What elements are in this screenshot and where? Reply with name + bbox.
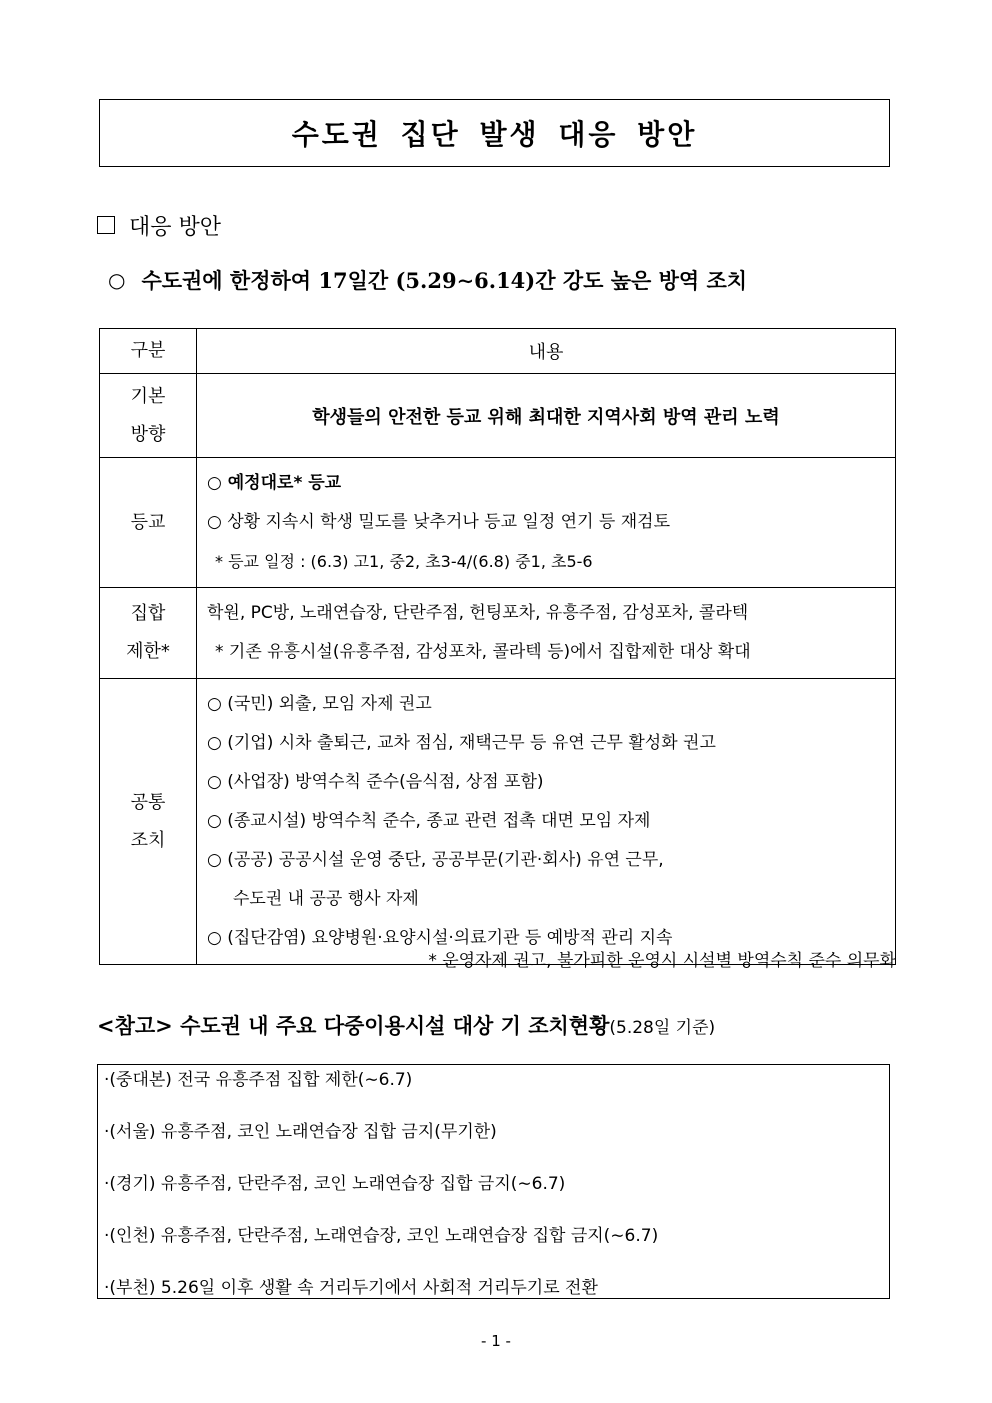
common-line-4: ○ (종교시설) 방역수칙 준수, 종교 관련 접촉 대면 모임 자제 bbox=[207, 811, 651, 831]
common-line-6: 수도권 내 공공 행사 자제 bbox=[233, 889, 419, 909]
common-line-7: ○ (집단감염) 요양병원·요양시설·의료기관 등 예방적 관리 지속 bbox=[207, 928, 673, 948]
reference-title-text: <참고> 수도권 내 주요 다중이용시설 대상 기 조치현황 bbox=[97, 1013, 610, 1038]
reference-title bbox=[97, 1008, 715, 1044]
table-footnote: * 운영자제 권고, 불가피한 운영시 시설별 방역수칙 준수 의무화 bbox=[428, 951, 896, 971]
common-line-1: ○ (국민) 외출, 모임 자제 권고 bbox=[207, 694, 432, 714]
summary-bullet-text: 수도권에 한정하여 17일간 (5.29∼6.14)간 강도 높은 방역 조치 bbox=[141, 268, 748, 293]
row-content-basic: 학생들의 안전한 등교 위해 최대한 지역사회 방역 관리 노력 bbox=[197, 374, 896, 458]
summary-bullet bbox=[108, 263, 747, 297]
list-item: ·(부천) 5.26일 이후 생활 속 거리두기에서 사회적 거리두기로 전환 bbox=[104, 1278, 598, 1298]
school-line-1: ○ 예정대로* 등교 bbox=[207, 473, 342, 493]
list-item: ·(인천) 유흥주점, 단란주점, 노래연습장, 코인 노래연습장 집합 금지(∼6.7) bbox=[104, 1226, 659, 1246]
row-label-basic: 기본 방향 bbox=[100, 374, 197, 458]
document-title: 수도권 집단 발생 대응 방안 bbox=[291, 118, 698, 151]
table-row-basic bbox=[100, 374, 896, 458]
list-item: ·(중대본) 전국 유흥주점 집합 제한(∼6.7) bbox=[104, 1070, 413, 1090]
list-item: ·(서울) 유흥주점, 코인 노래연습장 집합 금지(무기한) bbox=[104, 1122, 497, 1142]
row-content-school bbox=[197, 458, 896, 588]
table-row-gathering bbox=[100, 588, 896, 679]
school-footnote: * 등교 일정 : (6.3) 고1, 중2, 초3-4/(6.8) 중1, 초5-6 bbox=[215, 552, 593, 571]
section-heading bbox=[97, 210, 221, 240]
row-label-common: 공통 조치 bbox=[100, 679, 197, 965]
row-content-gathering bbox=[197, 588, 896, 679]
header-category: 구분 bbox=[100, 329, 197, 374]
gathering-line-1: 학원, PC방, 노래연습장, 단란주점, 헌팅포차, 유흥주점, 감성포차, 콜라텍 bbox=[207, 603, 749, 623]
circle-bullet-icon: ○ bbox=[108, 268, 126, 292]
reference-subtitle: (5.28일 기준) bbox=[609, 1018, 716, 1038]
common-line-5: ○ (공공) 공공시설 운영 중단, 공공부문(기관·회사) 유연 근무, bbox=[207, 850, 664, 870]
gathering-footnote: * 기존 유흥시설(유흥주점, 감성포차, 콜라텍 등)에서 집합제한 대상 확대 bbox=[215, 642, 751, 662]
table-header-row bbox=[100, 329, 896, 374]
row-label-school: 등교 bbox=[100, 458, 197, 588]
reference-box bbox=[97, 1064, 890, 1299]
header-content: 내용 bbox=[197, 329, 896, 374]
row-content-common bbox=[197, 679, 896, 965]
section-heading-text: 대응 방안 bbox=[129, 214, 222, 240]
table-row-common bbox=[100, 679, 896, 965]
school-line-2: ○ 상황 지속시 학생 밀도를 낮추거나 등교 일정 연기 등 재검토 bbox=[207, 512, 670, 532]
title-box bbox=[99, 99, 890, 167]
row-label-gathering: 집합 제한* bbox=[100, 588, 197, 679]
common-line-3: ○ (사업장) 방역수칙 준수(음식점, 상점 포함) bbox=[207, 772, 544, 792]
measures-table bbox=[99, 328, 896, 965]
common-line-2: ○ (기업) 시차 출퇴근, 교차 점심, 재택근무 등 유연 근무 활성화 권고 bbox=[207, 733, 716, 753]
table-row-school bbox=[100, 458, 896, 588]
list-item: ·(경기) 유흥주점, 단란주점, 코인 노래연습장 집합 금지(∼6.7) bbox=[104, 1174, 566, 1194]
page-number: - 1 - bbox=[481, 1332, 511, 1350]
checkbox-square-icon bbox=[97, 216, 115, 234]
